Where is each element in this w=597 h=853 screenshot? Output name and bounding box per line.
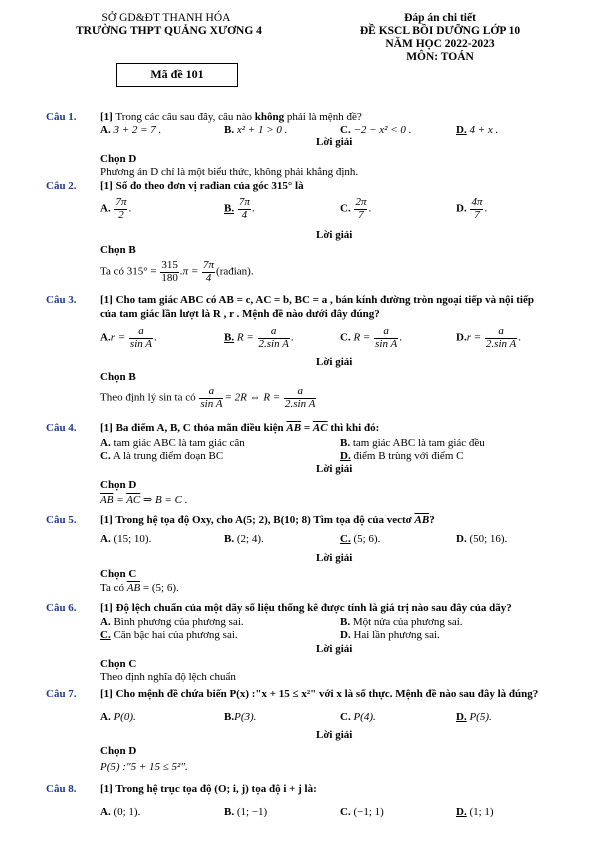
q5-explanation: Ta có $\overline{AB} = (5$; 6).: [100, 582, 179, 594]
question-3-text-line1: [1] Cho tam giác ABC có AB = c, AC = b, BC = a , bán kính đường tròn ngoại tiếp và nội tiếp: [100, 294, 534, 306]
question-2-number: Câu 2.: [46, 180, 77, 192]
q8-option-d: D. (1; 1): [456, 806, 494, 818]
q8-option-c: C. (−1; 1): [340, 806, 384, 818]
q5-option-c: C. (5; 6).: [340, 533, 381, 545]
q1-option-a: A. 3 + 2 = 7 .: [100, 124, 162, 136]
q3-explanation: Theo định lý sin ta có $\frac{a}{\text{sin A}}$ = 2R ⇔ R = $\frac{a}{\text{2.sin A}}$: [100, 385, 316, 410]
q3-option-a: A.r = $\frac{a}{\text{sin A}}$ .: [100, 325, 157, 350]
department-name: SỞ GD&ĐT THANH HÓA: [101, 12, 231, 24]
q6-option-d: D. Hai lần phương sai.: [340, 629, 440, 641]
q5-option-d: D. (50; 16).: [456, 533, 508, 545]
q7-option-a: A. P(0).: [100, 711, 136, 723]
q4-option-c: C. A là trung điểm đoạn BC: [100, 450, 224, 462]
q2-explanation: Ta có 315° = $\frac{315}{180}$ .π = $\frac{7\pi}{4}$ (rađian).: [100, 259, 254, 284]
q6-option-b: B. Một nửa của phương sai.: [340, 616, 463, 628]
question-1-text: [1] Trong các câu sau đây, câu nào không phải là mệnh đề?: [100, 111, 362, 123]
q1-option-c: C. −2 − x² < 0 .: [340, 124, 412, 136]
q3-option-b: B. R = $\frac{a}{\text{2.sin A}}$ .: [224, 325, 294, 350]
q7-option-d: D. P(5).: [456, 711, 492, 723]
q7-option-c: C. P(4).: [340, 711, 376, 723]
q5-answer: Chọn C: [100, 568, 137, 580]
q7-solution-label: Lời giải: [316, 729, 353, 741]
q6-solution-label: Lời giải: [316, 643, 353, 655]
q1-explanation: Phương án D chỉ là một biểu thức, không phải khẳng định.: [100, 166, 359, 178]
q2-option-c: C. $\frac{2\pi}{7}$ .: [340, 196, 372, 221]
q3-option-d: D.r = $\frac{a}{\text{2.sin A}}$ .: [456, 325, 522, 350]
question-3-number: Câu 3.: [46, 294, 77, 306]
question-6-number: Câu 6.: [46, 602, 77, 614]
q6-answer: Chọn C: [100, 658, 137, 670]
question-8-text: [1] Trong hệ trục tọa độ (O; i, j) tọa độ i + j là:: [100, 783, 317, 795]
q4-answer: Chọn D: [100, 479, 137, 491]
q5-option-a: A. (15; 10).: [100, 533, 152, 545]
q3-option-c: C. R = $\frac{a}{\text{sin A}}$ .: [340, 325, 402, 350]
q3-solution-label: Lời giải: [316, 356, 353, 368]
question-4-text: [1] Ba điểm A, B, C thỏa mãn điều kiện $\overline{AB} = \overline{AC}$ thì khi đó:: [100, 422, 380, 434]
q2-solution-label: Lời giải: [316, 229, 353, 241]
q4-solution-label: Lời giải: [316, 463, 353, 475]
q7-option-b: B.P(3).: [224, 711, 257, 723]
q4-option-d: D. điểm B trùng với điểm C: [340, 450, 464, 462]
q8-option-a: A. (0; 1).: [100, 806, 141, 818]
question-8-number: Câu 8.: [46, 783, 77, 795]
q1-solution-label: Lời giải: [316, 136, 353, 148]
q6-option-a: A. Bình phương của phương sai.: [100, 616, 244, 628]
q7-answer: Chọn D: [100, 745, 137, 757]
exam-title: ĐỀ KSCL BỒI DƯỠNG LỚP 10: [359, 25, 521, 37]
q1-answer: Chọn D: [100, 153, 137, 165]
school-name: TRƯỜNG THPT QUẢNG XƯƠNG 4: [76, 25, 262, 37]
question-4-number: Câu 4.: [46, 422, 77, 434]
answer-key-title: Đáp án chi tiết: [404, 12, 476, 24]
subject: MÔN: TOÁN: [406, 51, 474, 63]
q4-option-b: B. tam giác ABC là tam giác đều: [340, 437, 485, 449]
q1-option-b: B. x² + 1 > 0 .: [224, 124, 288, 136]
exam-code-box: Mã đề 101: [116, 63, 238, 87]
q8-option-b: B. (1; −1): [224, 806, 268, 818]
q2-answer: Chọn B: [100, 244, 136, 256]
q4-explanation: $\overline{AB} = \overline{AC}$ ⇒ B = C .: [100, 494, 188, 506]
question-1-number: Câu 1.: [46, 111, 77, 123]
q6-option-c: C. Căn bậc hai của phương sai.: [100, 629, 238, 641]
q4-option-a: A. tam giác ABC là tam giác cân: [100, 437, 245, 449]
question-5-number: Câu 5.: [46, 514, 77, 526]
q5-option-b: B. (2; 4).: [224, 533, 264, 545]
q7-explanation: P(5) :"5 + 15 ≤ 5²".: [100, 761, 188, 773]
question-7-number: Câu 7.: [46, 688, 77, 700]
question-7-text: [1] Cho mệnh đề chứa biến P(x) :"x + 15 ≤ x²" với x là số thực. Mệnh đề nào sau đây là đúng?: [100, 688, 539, 700]
q2-option-b: B. $\frac{7\pi}{4}$ .: [224, 196, 255, 221]
question-3-text-line2: của tam giác lần lượt là R , r . Mệnh đề nào dưới đây đúng?: [100, 308, 380, 320]
school-year: NĂM HỌC 2022-2023: [385, 38, 495, 50]
question-2-text: [1] Số đo theo đơn vị rađian của góc 315° là: [100, 180, 304, 192]
q5-solution-label: Lời giải: [316, 552, 353, 564]
q3-answer: Chọn B: [100, 371, 136, 383]
q2-option-a: A. $\frac{7\pi}{2}$ .: [100, 196, 132, 221]
q6-explanation: Theo định nghĩa độ lệch chuẩn: [100, 671, 236, 683]
q1-option-d: D. 4 + x .: [456, 124, 499, 136]
question-5-text: [1] Trong hệ tọa độ Oxy, cho A(5; 2), B(10; 8) Tìm tọa độ của vectơ $\overline{AB}$?: [100, 514, 435, 526]
q2-option-d: D. $\frac{4\pi}{7}$ .: [456, 196, 488, 221]
question-6-text: [1] Độ lệch chuẩn của một dãy số liệu thống kê được tính là giá trị nào sau đây của dãy?: [100, 602, 512, 614]
